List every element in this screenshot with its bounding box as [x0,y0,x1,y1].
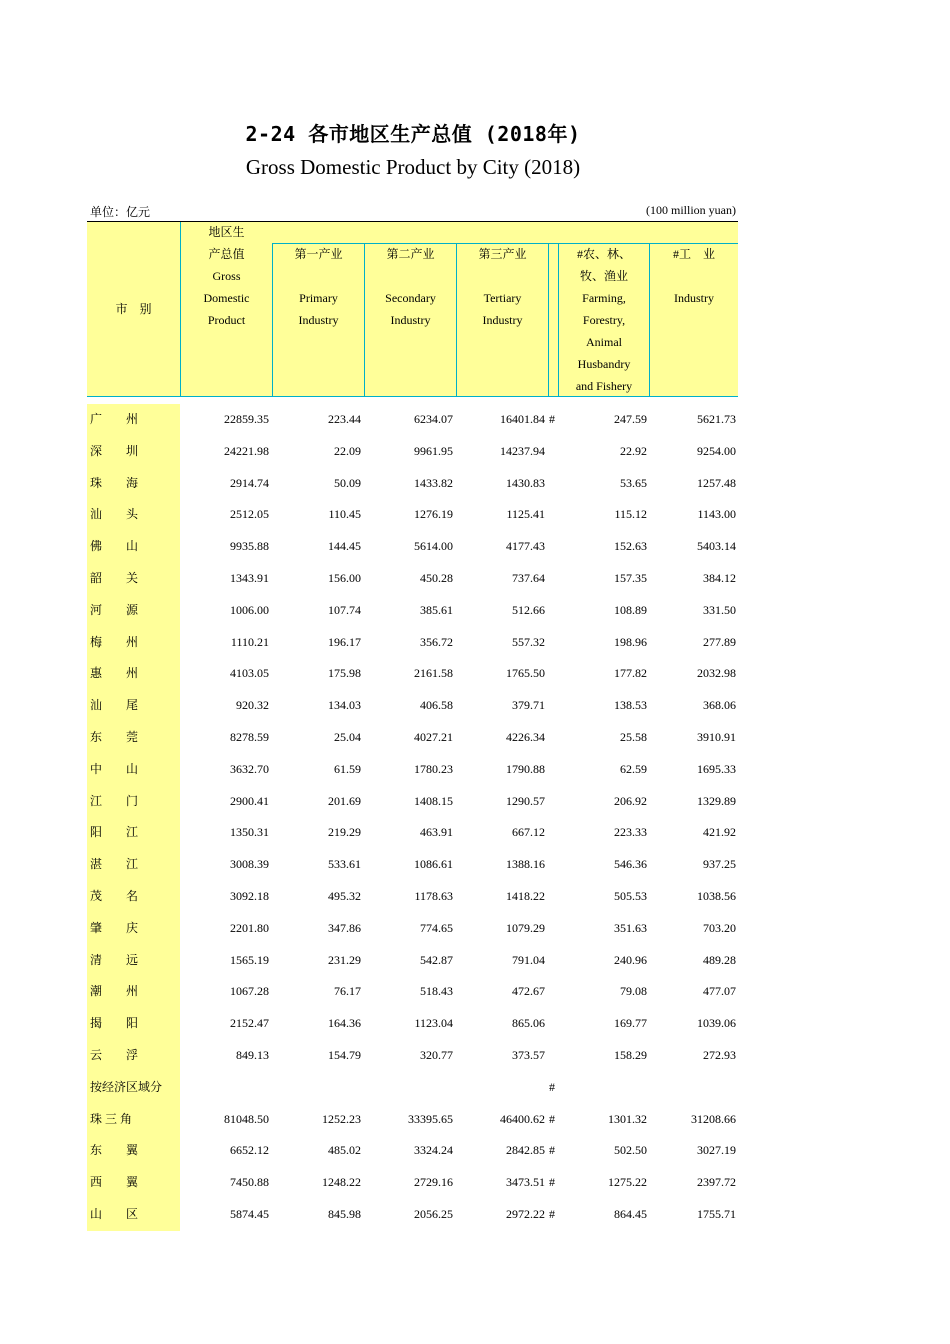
cell-secondary: 2056.25 [414,1206,453,1221]
cell-farming: 247.59 [614,412,647,426]
cell-gdp: 920.32 [236,698,269,713]
cell-farming: 502.50 [614,1143,647,1158]
table-row [87,563,747,595]
cell-secondary: 450.28 [420,570,453,585]
cell-tertiary: 4177.43 [506,539,545,554]
cell-tertiary: 1079.29 [506,920,545,935]
row-city-name: 深 圳 [87,436,180,468]
cell-industry: 421.92 [703,825,736,840]
header-secondary: 第二产业 Secondary Industry [385,247,436,327]
row-city-name: 梅 州 [87,627,180,659]
cell-secondary: 3324.24 [414,1143,453,1158]
cell-secondary: 1123.04 [414,1016,453,1031]
cell-gdp: 9935.88 [230,539,269,554]
cell-tertiary: 3473.51 [506,1175,545,1190]
cell-secondary: 1276.19 [414,507,453,522]
cell-farming: 206.92 [614,793,647,808]
cell-primary: 134.03 [328,698,361,713]
cell-gdp: 3008.39 [230,857,269,872]
cell-primary: 347.86 [328,920,361,935]
cell-tertiary: 1790.88 [506,761,545,776]
table-row [87,1199,747,1231]
row-city-name: 东 翼 [87,1135,180,1167]
cell-primary: 50.09 [334,475,361,490]
cell-secondary: 9961.95 [414,443,453,458]
cell-industry: 1695.33 [697,761,736,776]
cell-secondary: 1086.61 [414,857,453,872]
cell-industry: 703.20 [703,920,736,935]
table-row [87,468,747,500]
section-row [87,1072,747,1104]
cell-farming: 108.89 [614,602,647,617]
header-city: 市 别 [115,302,152,316]
table-row [87,976,747,1008]
row-city-name: 肇 庆 [87,913,180,945]
cell-tertiary: 557.32 [512,634,545,649]
cell-tertiary: 4226.34 [506,729,545,744]
cell-gdp: 6652.12 [230,1143,269,1158]
cell-secondary: 6234.07 [414,412,453,426]
cell-mark: # [549,1143,555,1158]
cell-primary: 231.29 [328,952,361,967]
cell-primary: 154.79 [328,1047,361,1062]
cell-secondary: 1780.23 [414,761,453,776]
table-row [87,1135,747,1167]
cell-secondary: 2161.58 [414,666,453,681]
table-row [87,817,747,849]
table-body [87,404,747,1231]
cell-tertiary: 373.57 [512,1047,545,1062]
cell-secondary: 2729.16 [414,1175,453,1190]
header-divider [548,243,549,396]
cell-gdp: 1110.21 [230,634,269,649]
cell-farming: 223.33 [614,825,647,840]
cell-gdp: 3632.70 [230,761,269,776]
cell-farming: 79.08 [620,984,647,999]
cell-secondary: 4027.21 [414,729,453,744]
row-city-name: 云 浮 [87,1040,180,1072]
table-row [87,786,747,818]
row-city-name: 汕 头 [87,499,180,531]
cell-tertiary: 16401.84 [500,412,545,426]
cell-farming: 864.45 [614,1206,647,1221]
cell-farming: 1301.32 [608,1111,647,1126]
row-city-name: 清 远 [87,945,180,977]
row-city-name: 茂 名 [87,881,180,913]
table-row [87,404,747,436]
table-row [87,531,747,563]
cell-industry: 5403.14 [697,539,736,554]
cell-secondary: 1408.15 [414,793,453,808]
cell-primary: 110.45 [328,507,361,522]
cell-secondary: 542.87 [420,952,453,967]
cell-primary: 76.17 [334,984,361,999]
cell-industry: 5621.73 [697,412,736,426]
cell-farming: 22.92 [620,443,647,458]
cell-farming: 25.58 [620,729,647,744]
cell-tertiary: 472.67 [512,984,545,999]
cell-tertiary: 1290.57 [506,793,545,808]
cell-industry: 489.28 [703,952,736,967]
cell-secondary: 385.61 [420,602,453,617]
cell-farming: 152.63 [614,539,647,554]
cell-gdp: 2201.80 [230,920,269,935]
table-row [87,849,747,881]
cell-secondary: 463.91 [420,825,453,840]
table-row [87,881,747,913]
cell-gdp: 24221.98 [224,443,269,458]
cell-gdp: 1006.00 [230,602,269,617]
cell-primary: 533.61 [328,857,361,872]
cell-industry: 1257.48 [697,475,736,490]
cell-primary: 25.04 [334,729,361,744]
row-city-name: 揭 阳 [87,1008,180,1040]
cell-tertiary: 737.64 [512,570,545,585]
cell-tertiary: 512.66 [512,602,545,617]
table-row [87,1167,747,1199]
cell-primary: 196.17 [328,634,361,649]
cell-industry: 2397.72 [697,1175,736,1190]
cell-primary: 144.45 [328,539,361,554]
cell-farming: 53.65 [620,475,647,490]
cell-tertiary: 2972.22 [506,1206,545,1221]
cell-tertiary: 1125.41 [506,507,545,522]
cell-secondary: 33395.65 [408,1111,453,1126]
row-city-name: 河 源 [87,595,180,627]
cell-industry: 937.25 [703,857,736,872]
cell-gdp: 81048.50 [224,1111,269,1126]
cell-gdp: 8278.59 [230,729,269,744]
row-city-name: 中 山 [87,754,180,786]
unit-label-en: (100 million yuan) [646,203,736,217]
cell-industry: 1329.89 [697,793,736,808]
cell-farming: 198.96 [614,634,647,649]
cell-farming: 157.35 [614,570,647,585]
cell-farming: 177.82 [614,666,647,681]
cell-tertiary: 667.12 [512,825,545,840]
cell-farming: 505.53 [614,888,647,903]
cell-industry: 31208.66 [691,1111,736,1126]
cell-primary: 201.69 [328,793,361,808]
cell-primary: 107.74 [328,602,361,617]
cell-tertiary: 14237.94 [500,443,545,458]
cell-secondary: 774.65 [420,920,453,935]
cell-tertiary: 46400.62 [500,1111,545,1126]
row-city-name: 佛 山 [87,531,180,563]
cell-gdp: 849.13 [236,1047,269,1062]
row-city-name: 珠 三 角 [87,1104,180,1136]
cell-tertiary: 865.06 [512,1016,545,1031]
header-industry: #工 业 Industry [672,247,715,305]
row-city-name: 汕 尾 [87,690,180,722]
cell-industry: 3027.19 [697,1143,736,1158]
header-primary: 第一产业 Primary Industry [294,247,343,327]
cell-mark: # [549,1175,555,1190]
cell-primary: 22.09 [334,443,361,458]
section-label: 按经济区域分 [90,1079,163,1094]
cell-farming: 169.77 [614,1016,647,1031]
table-row [87,754,747,786]
cell-industry: 277.89 [703,634,736,649]
row-city-name: 珠 海 [87,468,180,500]
cell-primary: 1248.22 [322,1175,361,1190]
cell-tertiary: 1418.22 [506,888,545,903]
cell-gdp: 7450.88 [230,1175,269,1190]
row-city-name: 潮 州 [87,976,180,1008]
cell-tertiary: 791.04 [512,952,545,967]
cell-primary: 61.59 [334,761,361,776]
row-city-name: 韶 关 [87,563,180,595]
cell-gdp: 2512.05 [230,507,269,522]
cell-primary: 164.36 [328,1016,361,1031]
cell-industry: 2032.98 [697,666,736,681]
table-row [87,658,747,690]
cell-primary: 156.00 [328,570,361,585]
cell-industry: 384.12 [703,570,736,585]
cell-industry: 1755.71 [697,1206,736,1221]
cell-industry: 3910.91 [697,729,736,744]
cell-primary: 219.29 [328,825,361,840]
row-city-name: 广 州 [87,404,180,436]
row-city-name: 湛 江 [87,849,180,881]
row-city-name: 惠 州 [87,658,180,690]
cell-gdp: 3092.18 [230,888,269,903]
cell-gdp: 4103.05 [230,666,269,681]
cell-mark: # [549,412,555,426]
cell-farming: 546.36 [614,857,647,872]
cell-industry: 368.06 [703,698,736,713]
cell-secondary: 356.72 [420,634,453,649]
cell-tertiary: 1765.50 [506,666,545,681]
cell-industry: 1038.56 [697,888,736,903]
cell-primary: 495.32 [328,888,361,903]
table-row [87,690,747,722]
header-gdp: 地区生 产总值 Gross Domestic Product [203,225,250,327]
cell-industry: 1039.06 [697,1016,736,1031]
table-row [87,913,747,945]
row-city-name: 阳 江 [87,817,180,849]
header-tertiary: 第三产业 Tertiary Industry [478,247,527,327]
section-mark: # [549,1079,555,1094]
cell-gdp: 1565.19 [230,952,269,967]
cell-primary: 175.98 [328,666,361,681]
cell-industry: 1143.00 [697,507,736,522]
cell-industry: 331.50 [703,602,736,617]
row-city-name: 西 翼 [87,1167,180,1199]
cell-industry: 272.93 [703,1047,736,1062]
cell-gdp: 1343.91 [230,570,269,585]
table-row [87,1104,747,1136]
cell-primary: 485.02 [328,1143,361,1158]
cell-gdp: 2914.74 [230,475,269,490]
header-farming: #农、林、 牧、渔业 Farming, Forestry, Animal Husbandry and Fishery [575,247,633,393]
cell-mark: # [549,1111,555,1126]
cell-secondary: 406.58 [420,698,453,713]
cell-farming: 240.96 [614,952,647,967]
cell-gdp: 2152.47 [230,1016,269,1031]
cell-tertiary: 1430.83 [506,475,545,490]
cell-gdp: 22859.35 [224,412,269,426]
cell-farming: 158.29 [614,1047,647,1062]
cell-primary: 1252.23 [322,1111,361,1126]
cell-secondary: 320.77 [420,1047,453,1062]
cell-farming: 138.53 [614,698,647,713]
table-row [87,722,747,754]
table-row [87,595,747,627]
row-city-name: 山 区 [87,1199,180,1231]
cell-gdp: 1350.31 [230,825,269,840]
row-city-name: 东 莞 [87,722,180,754]
cell-tertiary: 2842.85 [506,1143,545,1158]
cell-gdp: 2900.41 [230,793,269,808]
cell-farming: 351.63 [614,920,647,935]
cell-industry: 9254.00 [697,443,736,458]
page-title-en: Gross Domestic Product by City (2018) [245,155,581,179]
cell-gdp: 1067.28 [230,984,269,999]
cell-farming: 1275.22 [608,1175,647,1190]
cell-secondary: 518.43 [420,984,453,999]
table-row [87,1040,747,1072]
cell-mark: # [549,1206,555,1221]
cell-industry: 477.07 [703,984,736,999]
cell-tertiary: 379.71 [512,698,545,713]
table-row [87,499,747,531]
cell-primary: 845.98 [328,1206,361,1221]
table-row [87,1008,747,1040]
cell-farming: 115.12 [614,507,647,522]
unit-label-cn: 单位：亿元 [90,205,151,219]
table-row [87,436,747,468]
cell-secondary: 1433.82 [414,475,453,490]
cell-tertiary: 1388.16 [506,857,545,872]
table-row [87,627,747,659]
cell-secondary: 1178.63 [414,888,453,903]
row-city-name: 江 门 [87,786,180,818]
cell-primary: 223.44 [328,412,361,426]
cell-secondary: 5614.00 [414,539,453,554]
cell-gdp: 5874.45 [230,1206,269,1221]
page-title-cn: 2-24 各市地区生产总值 (2018年) [245,122,581,146]
table-row [87,945,747,977]
cell-farming: 62.59 [620,761,647,776]
